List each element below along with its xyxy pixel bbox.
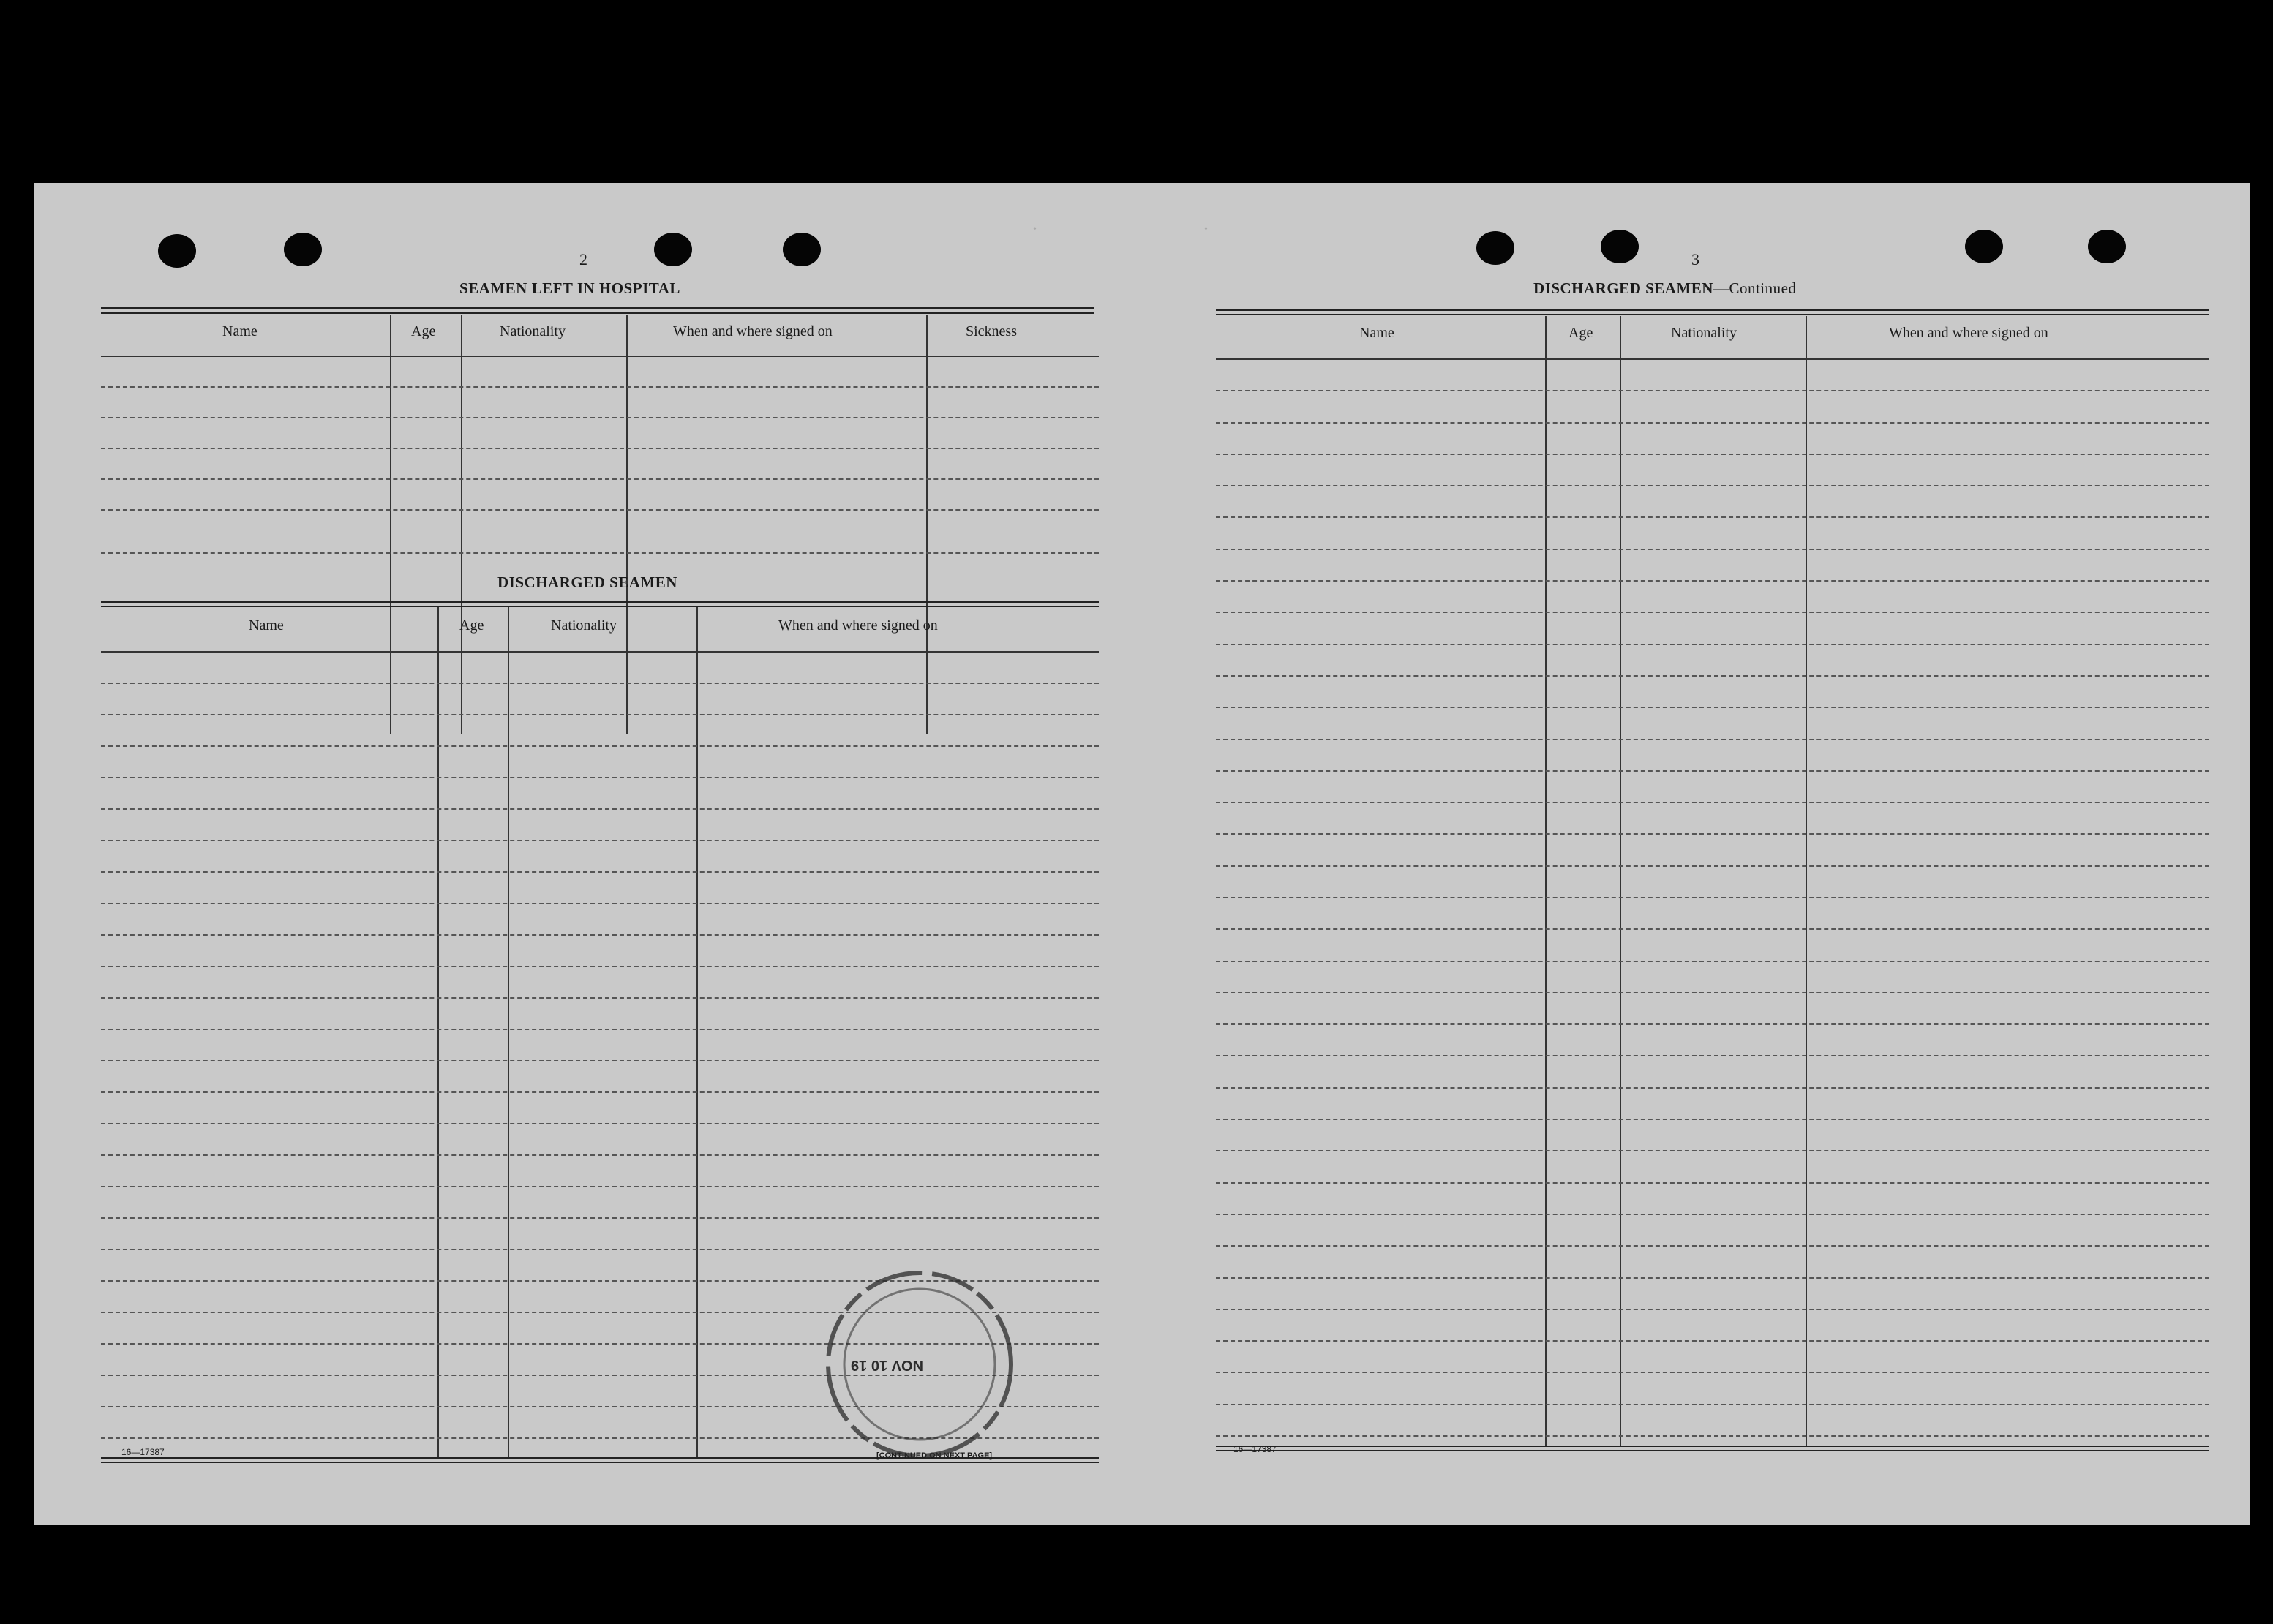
table-row: [1216, 1245, 2209, 1247]
rule: [101, 312, 1094, 314]
punch-hole-icon: [1601, 230, 1639, 263]
table-row: [101, 808, 1099, 810]
column-header-nationality: Nationality: [1671, 325, 1737, 341]
table-row: [1216, 1119, 2209, 1120]
table-row: [101, 448, 1099, 449]
form-number: 16—17387: [1233, 1444, 1277, 1454]
table-row: [1216, 1435, 2209, 1437]
speck: •: [1204, 224, 1208, 235]
table-row: [101, 745, 1099, 747]
table-row: [1216, 1404, 2209, 1405]
table-row: [101, 1060, 1099, 1061]
column-divider: [696, 607, 698, 1459]
table-row: [101, 1123, 1099, 1124]
table-row: [101, 934, 1099, 936]
rule: [1216, 1450, 2209, 1451]
punch-hole-icon: [783, 233, 821, 266]
table-row: [101, 509, 1099, 511]
column-divider: [437, 607, 439, 1459]
table-row: [1216, 612, 2209, 613]
table-row: [101, 1186, 1099, 1187]
table-header-rule: [101, 651, 1099, 653]
column-divider: [626, 315, 628, 734]
column-header-name: Name: [1359, 325, 1394, 341]
table-row: [1216, 422, 2209, 424]
punch-hole-icon: [284, 233, 322, 266]
rule: [101, 606, 1099, 607]
column-divider: [390, 315, 391, 734]
document-sheet: [34, 183, 2250, 1525]
table-row: [1216, 707, 2209, 708]
table-row: [101, 386, 1099, 388]
table-row: [1216, 1023, 2209, 1025]
table-row: [101, 417, 1099, 418]
table-row: [101, 1249, 1099, 1250]
column-header-nationality: Nationality: [551, 617, 617, 634]
table-row: [101, 1091, 1099, 1093]
column-header-nationality: Nationality: [500, 323, 566, 339]
rule: [1216, 1446, 2209, 1447]
table-row: [1216, 549, 2209, 550]
table-row: [1216, 516, 2209, 518]
rule: [1216, 314, 2209, 315]
section-title-discharged-continued: [1533, 279, 1796, 298]
table-row: [1216, 833, 2209, 835]
table-row: [1216, 770, 2209, 772]
table-header-rule: [101, 356, 1099, 357]
table-row: [1216, 992, 2209, 993]
rule: [101, 601, 1099, 603]
table-row: [1216, 485, 2209, 486]
speck: •: [1033, 224, 1037, 235]
table-row: [101, 777, 1099, 778]
table-row: [1216, 580, 2209, 582]
table-row: [1216, 454, 2209, 455]
table-row: [1216, 865, 2209, 867]
table-row: [101, 997, 1099, 999]
table-row: [101, 840, 1099, 841]
punch-hole-icon: [654, 233, 692, 266]
punch-hole-icon: [1476, 231, 1514, 265]
section-title-suffix: —Continued: [1713, 279, 1797, 297]
circular-stamp-icon: [814, 1258, 1026, 1470]
table-row: [1216, 644, 2209, 645]
column-header-age: Age: [1568, 325, 1593, 341]
table-row: [1216, 675, 2209, 677]
table-row: [1216, 390, 2209, 391]
table-row: [101, 1217, 1099, 1219]
table-row: [1216, 961, 2209, 962]
table-row: [1216, 1182, 2209, 1184]
table-row: [101, 714, 1099, 715]
table-row: [101, 1029, 1099, 1030]
column-divider: [508, 607, 509, 1459]
table-row: [1216, 1309, 2209, 1310]
page-number: 3: [1691, 250, 1699, 268]
table-row: [101, 871, 1099, 873]
column-header-signed-on: When and where signed on: [673, 323, 833, 339]
punch-hole-icon: [2088, 230, 2126, 263]
table-row: [101, 903, 1099, 904]
table-row: [101, 1154, 1099, 1156]
punch-hole-icon: [1965, 230, 2003, 263]
table-row: [101, 552, 1099, 554]
column-header-signed-on: When and where signed on: [778, 617, 938, 634]
table-row: [1216, 1087, 2209, 1089]
table-row: [1216, 802, 2209, 803]
table-row: [101, 966, 1099, 967]
column-header-name: Name: [249, 617, 284, 634]
rule: [101, 307, 1094, 309]
table-row: [101, 683, 1099, 684]
page-number: 2: [579, 250, 587, 268]
table-row: [1216, 1150, 2209, 1151]
stamp-date: NOV 10 19: [851, 1357, 923, 1373]
table-row: [101, 478, 1099, 480]
table-row: [1216, 928, 2209, 930]
table-row: [1216, 1214, 2209, 1215]
column-header-age: Age: [411, 323, 436, 339]
rule: [1216, 309, 2209, 311]
form-number: 16—17387: [121, 1447, 165, 1457]
column-header-sickness: Sickness: [966, 323, 1017, 339]
section-title-discharged: DISCHARGED SEAMEN: [497, 574, 677, 591]
column-divider: [461, 315, 462, 734]
column-header-age: Age: [459, 617, 484, 634]
column-header-signed-on: When and where signed on: [1889, 325, 2048, 341]
column-header-name: Name: [222, 323, 258, 339]
punch-hole-icon: [158, 234, 196, 268]
table-row: [1216, 897, 2209, 898]
table-row: [1216, 1055, 2209, 1056]
table-row: [1216, 1372, 2209, 1373]
continued-note: [CONTINUED ON NEXT PAGE]: [876, 1451, 993, 1460]
table-row: [1216, 739, 2209, 740]
table-row: [1216, 1277, 2209, 1279]
section-title-text: DISCHARGED SEAMEN: [1533, 279, 1713, 297]
table-row: [1216, 1340, 2209, 1342]
column-divider: [926, 315, 928, 734]
section-title-hospital: SEAMEN LEFT IN HOSPITAL: [459, 279, 680, 297]
table-header-rule: [1216, 358, 2209, 360]
